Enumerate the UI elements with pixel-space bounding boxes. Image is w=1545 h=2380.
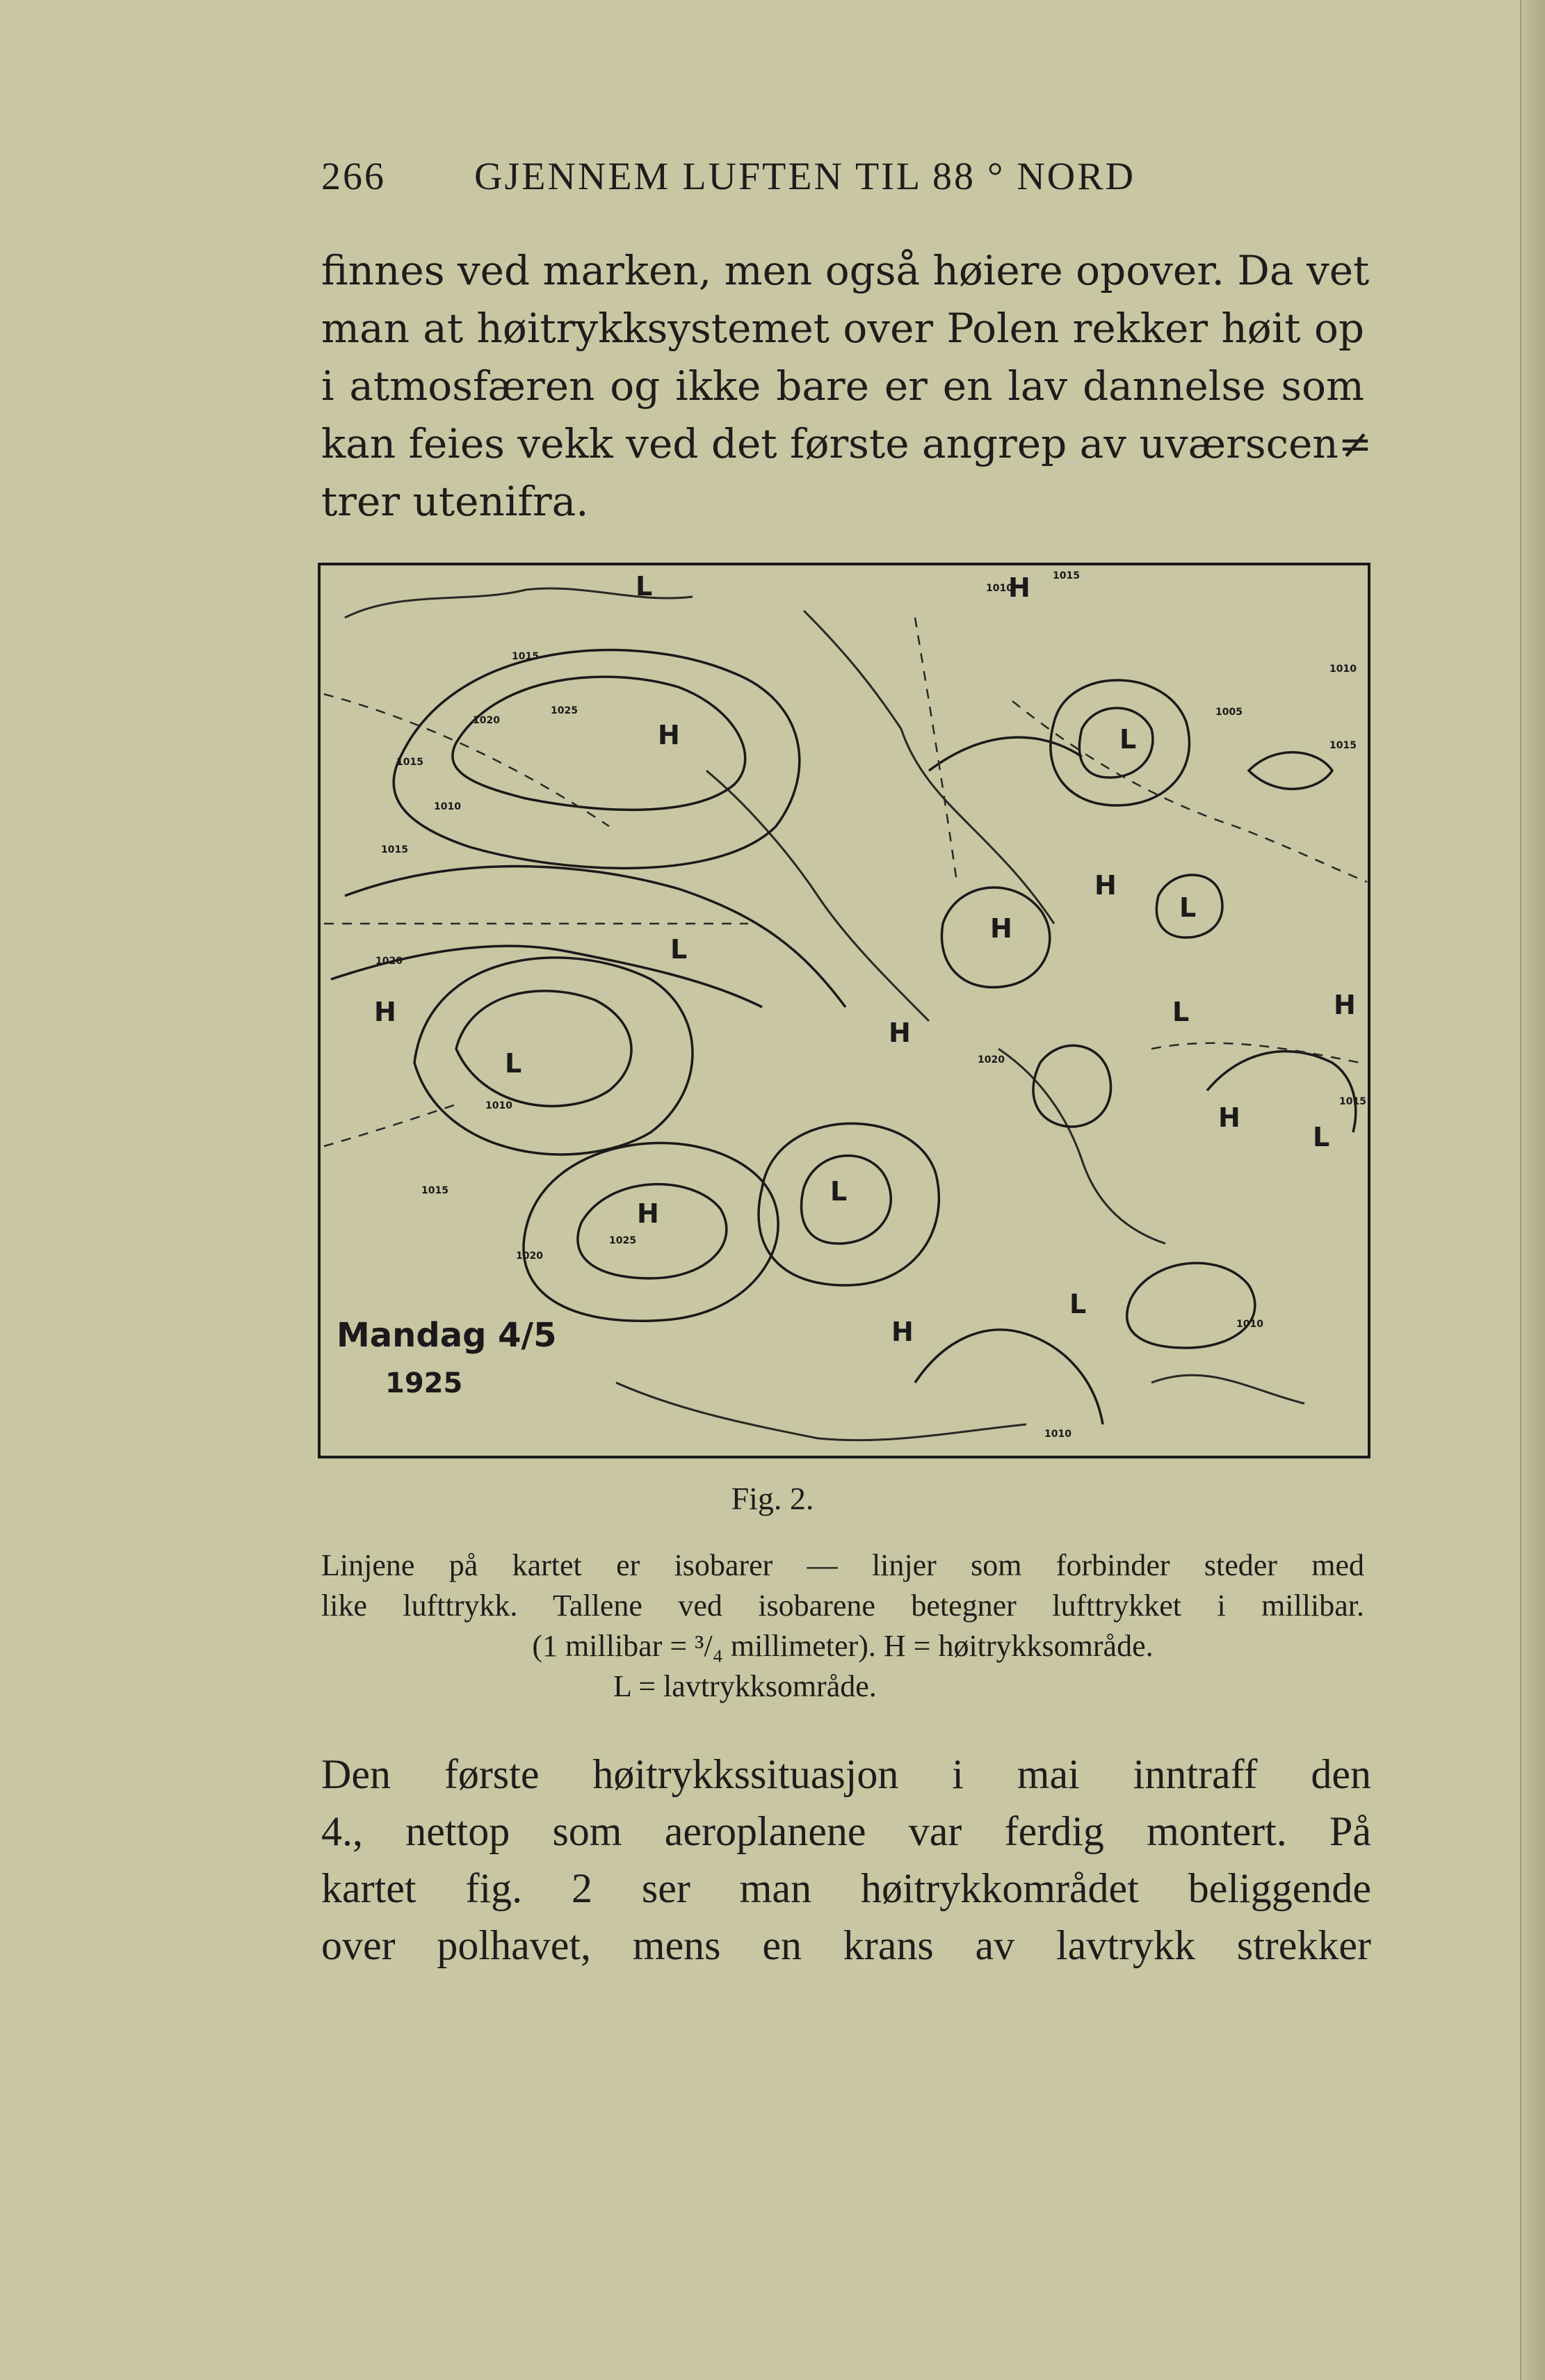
pressure-center-label: H	[1094, 870, 1117, 901]
pressure-center-label: L	[1179, 892, 1197, 923]
pressure-center-label: H	[990, 913, 1012, 944]
isobar-value: 1015	[421, 1185, 448, 1196]
page-edge	[1520, 0, 1545, 2380]
caption-line: like lufttrykk. Tallene ved isobarene betegner lufttrykket i millibar.	[321, 1589, 1364, 1623]
running-head	[321, 154, 1211, 199]
isobar-value: 1020	[516, 1251, 543, 1262]
text-line: trer utenifra.	[321, 478, 589, 525]
text-line: man at høitrykksystemet over Polen rekker høit op	[321, 305, 1364, 352]
pressure-center-label: H	[1218, 1102, 1240, 1133]
isobar-value: 1015	[381, 844, 408, 855]
text-line: kan feies vekk ved det første angrep av uværscen≠	[321, 420, 1373, 467]
paragraph-1	[321, 242, 1373, 531]
isobar-value: 1015	[1329, 740, 1357, 751]
text-line: kartet fig. 2 ser man høitrykkområdet beliggende	[321, 1865, 1371, 1911]
running-title: GJENNEM LUFTEN TIL 88 ° NORD	[474, 155, 1136, 198]
isobar-value: 1010	[1236, 1319, 1263, 1330]
pressure-center-label: L	[505, 1048, 522, 1079]
caption-line: (1 millibar = ³/₄ millimeter). H = høitrykksområde.	[532, 1629, 1154, 1663]
page-number: 266	[321, 155, 386, 198]
pressure-center-label: L	[1172, 997, 1190, 1027]
isobar-value: 1025	[609, 1235, 636, 1246]
isobar-value: 1020	[375, 956, 403, 967]
figure-label: Fig. 2.	[731, 1481, 814, 1516]
map-date-label: Mandag 4/5	[337, 1316, 557, 1355]
isobar-value: 1010	[1329, 664, 1357, 675]
pressure-center-label: L	[1069, 1289, 1087, 1319]
paragraph-2	[321, 1746, 1371, 1974]
isobar-value: 1010	[986, 583, 1013, 594]
text-line: Den første høitrykkssituasjon i mai inntraff den	[321, 1751, 1371, 1797]
isobar-value: 1015	[396, 757, 423, 768]
isobar-value: 1015	[1339, 1096, 1366, 1107]
pressure-center-label: H	[374, 997, 396, 1027]
map-year-label: 1925	[385, 1367, 463, 1399]
text-line: over polhavet, mens en krans av lavtrykk strekker	[321, 1922, 1371, 1968]
pressure-center-label: L	[1313, 1122, 1330, 1152]
pressure-center-label: H	[1008, 572, 1030, 603]
isobar-value: 1020	[473, 715, 500, 726]
isobar-value: 1015	[512, 651, 539, 662]
text-line: finnes ved marken, men også høiere opover. Da vet	[321, 247, 1370, 294]
pressure-center-label: H	[658, 720, 680, 750]
caption-line: L = lavtrykksområde.	[613, 1669, 877, 1703]
isobar-value: 1005	[1215, 707, 1243, 718]
pressure-center-label: H	[891, 1317, 914, 1347]
text-line: 4., nettop som aeroplanene var ferdig montert. På	[321, 1808, 1371, 1854]
isobar-value: 1010	[434, 801, 461, 812]
isobar-value: 1010	[485, 1100, 512, 1111]
pressure-center-label: L	[830, 1176, 848, 1207]
isobar-value: 1025	[551, 705, 578, 716]
pressure-center-label: H	[1334, 990, 1356, 1020]
caption-line: Linjene på kartet er isobarer — linjer som forbinder steder med	[321, 1548, 1364, 1582]
pressure-center-label: L	[636, 571, 653, 602]
weather-map-figure	[317, 562, 1371, 1459]
pressure-center-label: H	[637, 1198, 659, 1229]
pressure-center-label: H	[889, 1018, 911, 1048]
pressure-center-label: L	[1119, 724, 1137, 755]
isobar-value: 1020	[978, 1054, 1005, 1066]
text-line: i atmosfæren og ikke bare er en lav dannelse som	[321, 362, 1364, 410]
isobar-value: 1010	[1044, 1429, 1071, 1440]
pressure-center-label: L	[670, 934, 688, 965]
figure-caption	[321, 1545, 1364, 1707]
isobar-value: 1015	[1053, 570, 1080, 581]
